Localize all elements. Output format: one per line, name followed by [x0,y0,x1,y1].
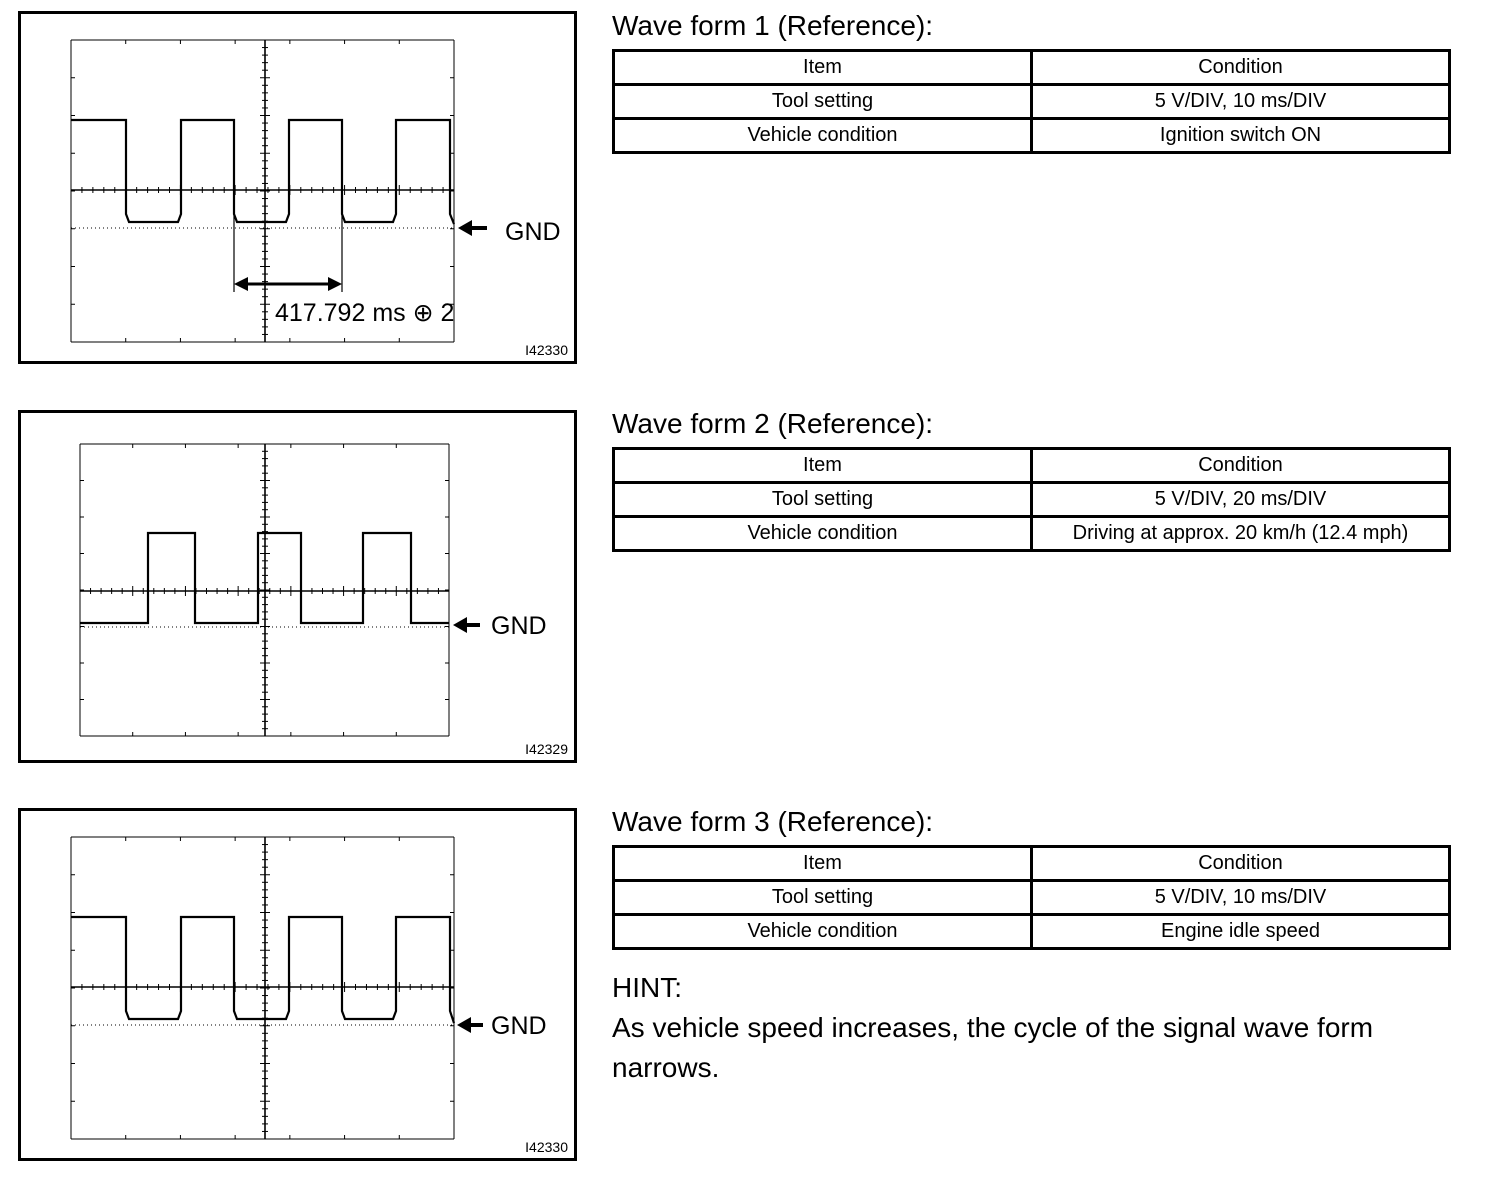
row-item: Vehicle condition [614,915,1032,949]
table-header-row [614,51,1450,85]
row-condition: 5 V/DIV, 10 ms/DIV [1032,85,1450,119]
signal-waveform-3 [71,917,454,1023]
header-condition: Condition [1032,449,1450,483]
waveform-section-3 [612,806,1452,950]
section-title: Wave form 3 (Reference): [612,806,934,837]
row-condition: 5 V/DIV, 20 ms/DIV [1032,483,1450,517]
header-item: Item [614,51,1032,85]
figure-id: I42330 [525,342,568,358]
header-condition: Condition [1032,51,1450,85]
row-condition: Engine idle speed [1032,915,1450,949]
table-row [614,119,1450,153]
section-title: Wave form 2 (Reference): [612,408,934,439]
waveform-section-2 [612,408,1452,552]
row-item: Vehicle condition [614,517,1032,551]
row-condition: Ignition switch ON [1032,119,1450,153]
gnd-label: GND [491,1012,547,1040]
table-header-row [614,449,1450,483]
condition-table [612,845,1451,950]
measurement-label: 417.792 ms ⊕ 2 [275,299,455,327]
row-item: Tool setting [614,85,1032,119]
condition-table [612,447,1451,552]
gnd-label: GND [505,218,561,246]
gnd-arrow-icon [458,220,487,236]
header-item: Item [614,449,1032,483]
condition-table [612,49,1451,154]
table-row [614,483,1450,517]
waveform-section-1 [612,10,1452,154]
gnd-arrow-icon [453,617,480,633]
row-item: Tool setting [614,483,1032,517]
signal-waveform-1 [71,120,454,224]
figure-id: I42329 [525,741,568,757]
row-item: Tool setting [614,881,1032,915]
header-item: Item [614,847,1032,881]
hint-block [612,968,1462,1088]
oscilloscope-screen-2 [21,413,580,766]
waveform-panel-3 [18,808,577,1161]
gnd-label: GND [491,612,547,640]
hint-text: As vehicle speed increases, the cycle of the signal wave form narrows. [612,1012,1374,1083]
table-header-row [614,847,1450,881]
table-row [614,85,1450,119]
header-condition: Condition [1032,847,1450,881]
table-row [614,915,1450,949]
oscilloscope-screen-3 [21,811,580,1164]
row-condition: Driving at approx. 20 km/h (12.4 mph) [1032,517,1450,551]
hint-label: HINT: [612,972,682,1003]
oscilloscope-screen-1 [21,14,580,367]
waveform-panel-2 [18,410,577,763]
table-row [614,881,1450,915]
figure-id: I42330 [525,1139,568,1155]
table-row [614,517,1450,551]
waveform-panel-1 [18,11,577,364]
row-item: Vehicle condition [614,119,1032,153]
row-condition: 5 V/DIV, 10 ms/DIV [1032,881,1450,915]
gnd-arrow-icon [457,1017,483,1033]
section-title: Wave form 1 (Reference): [612,10,934,41]
scope-grid-2 [80,444,449,736]
